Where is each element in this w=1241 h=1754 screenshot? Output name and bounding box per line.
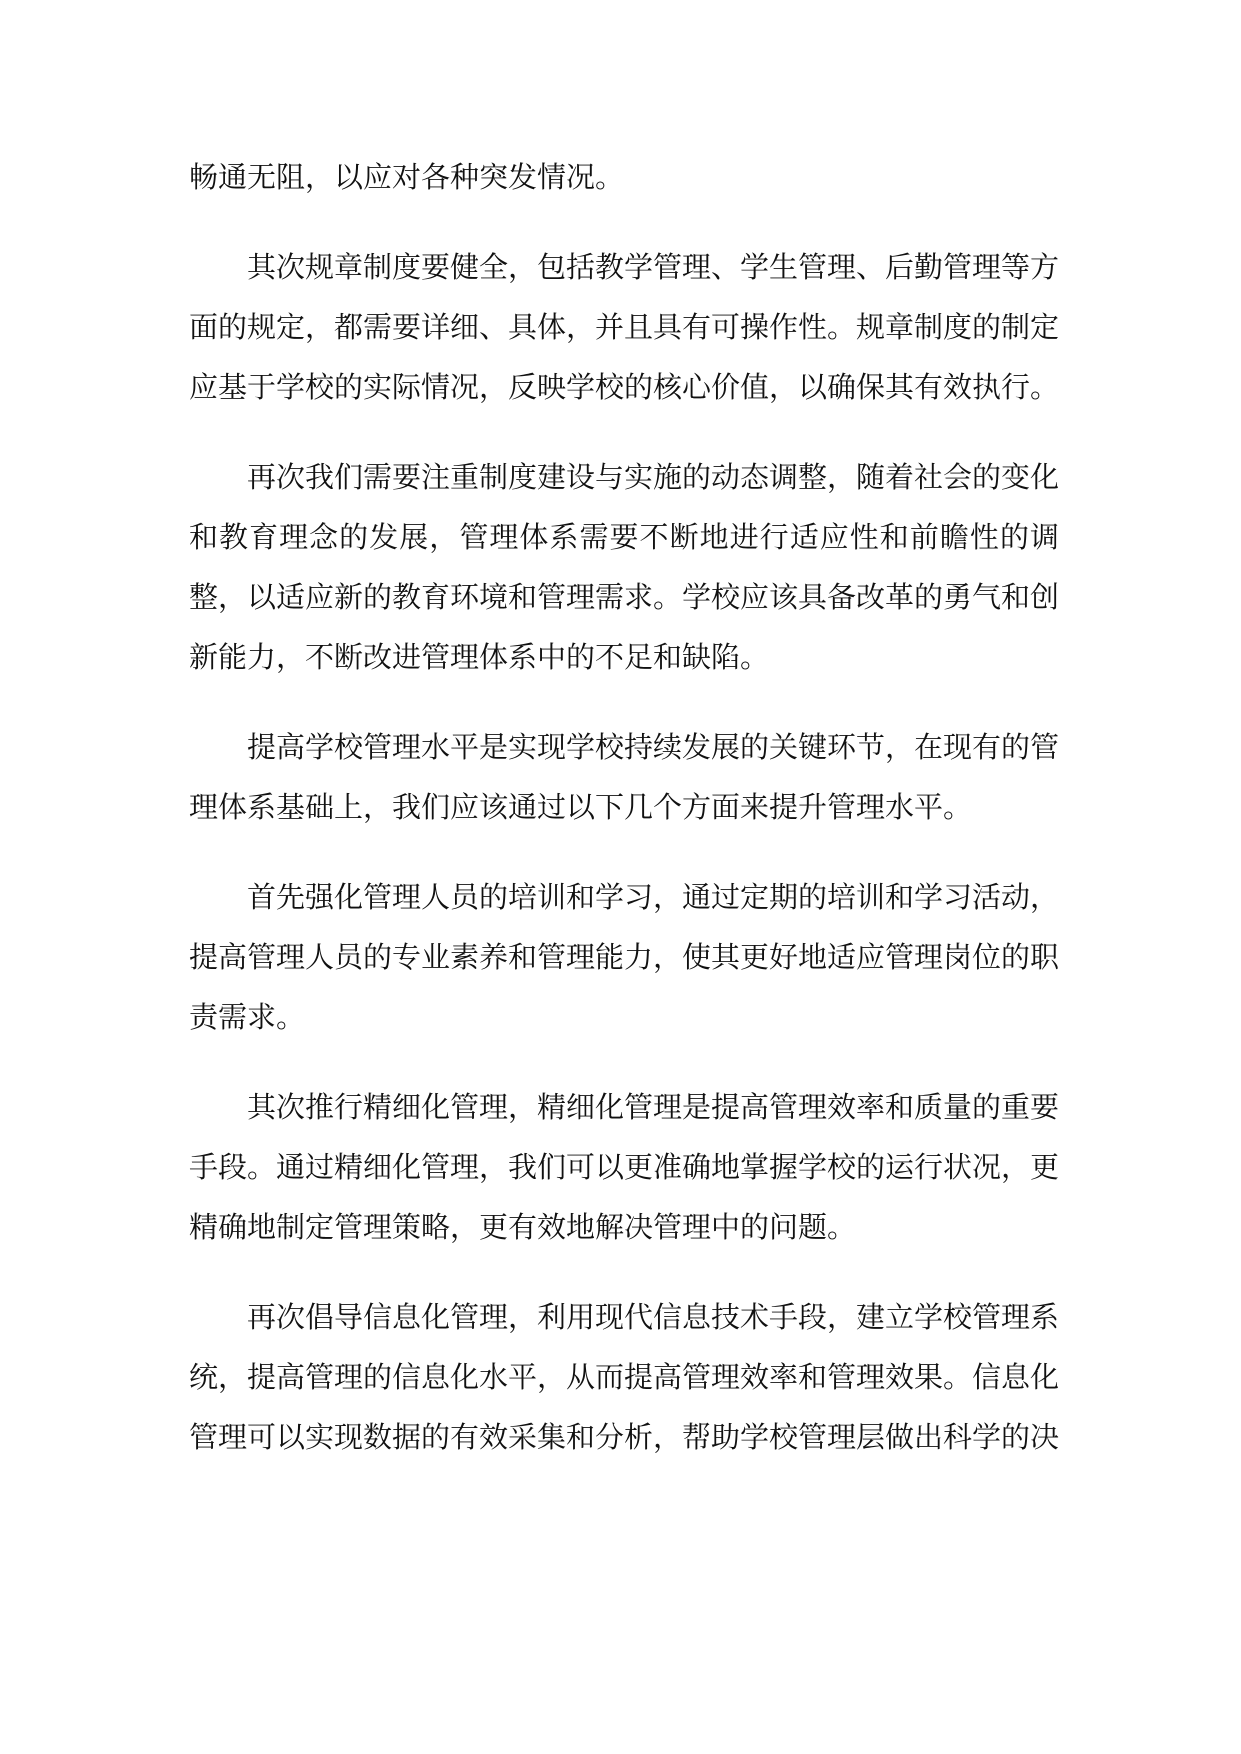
paragraph-continued: 畅通无阻，以应对各种突发情况。 [189, 160, 625, 194]
paragraph-regulations: 其次规章制度要健全，包括教学管理、学生管理、后勤管理等方面的规定，都需要详细、具体，并且具有可操作性。规章制度的制定应基于学校的实际情况，反映学校的核心价值，以确保其有效执行。 [189, 250, 1060, 404]
document-body [189, 147, 1059, 1497]
paragraph-management-level: 提高学校管理水平是实现学校持续发展的关键环节，在现有的管理体系基础上，我们应该通过以下几个方面来提升管理水平。 [189, 730, 1060, 824]
paragraph-information-management: 再次倡导信息化管理，利用现代信息技术手段，建立学校管理系统，提高管理的信息化水平，从而提高管理效率和管理效果。信息化管理可以实现数据的有效采集和分析，帮助学校管理层做出科学的决 [189, 1300, 1060, 1454]
paragraph-dynamic-adjustment: 再次我们需要注重制度建设与实施的动态调整，随着社会的变化和教育理念的发展，管理体系需要不断地进行适应性和前瞻性的调整，以适应新的教育环境和管理需求。学校应该具备改革的勇气和创新能力，不断改进管理体系中的不足和缺陷。 [189, 460, 1060, 674]
paragraph-refined-management: 其次推行精细化管理，精细化管理是提高管理效率和质量的重要手段。通过精细化管理，我们可以更准确地掌握学校的运行状况，更精确地制定管理策略，更有效地解决管理中的问题。 [189, 1090, 1060, 1244]
paragraph-training: 首先强化管理人员的培训和学习，通过定期的培训和学习活动，提高管理人员的专业素养和管理能力，使其更好地适应管理岗位的职责需求。 [189, 880, 1060, 1034]
